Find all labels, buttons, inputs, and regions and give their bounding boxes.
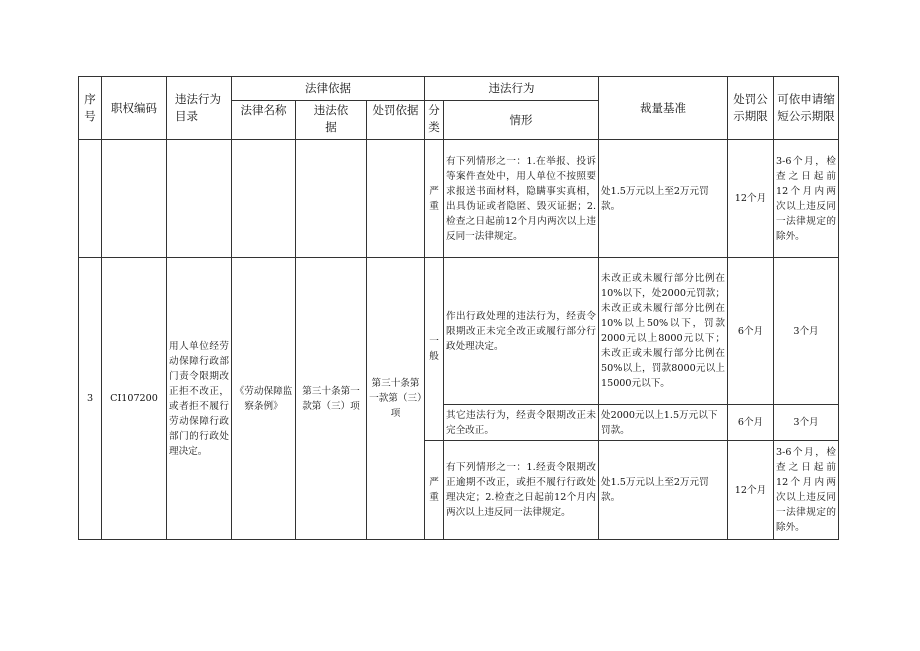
category-cell: 严重: [425, 140, 444, 258]
cell-empty: [367, 140, 425, 258]
header-seq: 序号: [79, 77, 102, 140]
circumstance-cell: 其它违法行为，经责令限期改正未完全改正。: [444, 405, 599, 441]
circumstance-cell: 有下列情形之一：1.经责令限期改正逾期不改正，或拒不履行行政处理决定；2.检查之日起前12个月内两次以上违反同一法律规定。: [444, 441, 599, 540]
header-publicity-period: 处罚公示期限: [728, 77, 774, 140]
violation-basis-cell: 第三十条第一款第（三）项: [296, 258, 367, 540]
circumstance-cell: 有下列情形之一：1.在举报、投诉等案件查处中，用人单位不按照要求报送书面材料，隐瞒事实真相，出具伪证或者隐匿、毁灭证据；2.检查之日起前12个月内两次以上违反同一法律规定。: [444, 140, 599, 258]
header-standard: 裁量基准: [599, 77, 728, 140]
header-penalty-basis: 处罚依据: [367, 101, 425, 140]
shortened-period-cell: 3个月: [774, 405, 839, 441]
penalty-table: [78, 76, 839, 540]
header-catalog: 违法行为目录: [167, 77, 232, 140]
cell-empty: [296, 140, 367, 258]
cell-empty: [232, 140, 296, 258]
header-violation-basis: 违法依据: [296, 101, 367, 140]
cell-empty: [167, 140, 232, 258]
header-category: 分类: [425, 101, 444, 140]
publicity-period-cell: 6个月: [728, 258, 774, 405]
header-circumstance: 情形: [444, 101, 599, 140]
cell-empty: [102, 140, 167, 258]
header-law-name: 法律名称: [232, 101, 296, 140]
shortened-period-cell: 3-6个月，检查之日起前12个月内两次以上违反同一法律规定的除外。: [774, 140, 839, 258]
header-legal-basis: 法律依据: [232, 77, 425, 101]
code-cell: CI107200: [102, 258, 167, 540]
category-cell: 一般: [425, 258, 444, 441]
standard-cell: 处1.5万元以上至2万元罚款。: [599, 441, 728, 540]
category-cell: 严重: [425, 441, 444, 540]
penalty-basis-cell: 第三十条第一款第（三）项: [367, 258, 425, 540]
table-row-prev-serious: [79, 140, 839, 258]
publicity-period-cell: 12个月: [728, 441, 774, 540]
header-code: 职权编码: [102, 77, 167, 140]
catalog-cell: 用人单位经劳动保障行政部门责令限期改正拒不改正，或者拒不履行劳动保障行政部门的行政处理决定。: [167, 258, 232, 540]
standard-cell: 未改正或未履行部分比例在10%以下，处2000元罚款；未改正或未履行部分比例在10%以上50%以下，罚款2000元以上8000元以下；未改正或未履行部分比例在50%以上，罚款8000元以上15000元以下。: [599, 258, 728, 405]
table-row-3-general: [79, 258, 839, 405]
publicity-period-cell: 6个月: [728, 405, 774, 441]
circumstance-cell: 作出行政处理的违法行为，经责令限期改正未完全改正或履行部分行政处理决定。: [444, 258, 599, 405]
seq-cell: 3: [79, 258, 102, 540]
header-shortened-period: 可依申请缩短公示期限: [774, 77, 839, 140]
shortened-period-cell: 3个月: [774, 258, 839, 405]
standard-cell: 处1.5万元以上至2万元罚款。: [599, 140, 728, 258]
header-illegal-act: 违法行为: [425, 77, 599, 101]
publicity-period-cell: 12个月: [728, 140, 774, 258]
shortened-period-cell: 3-6个月，检查之日起前12个月内两次以上违反同一法律规定的除外。: [774, 441, 839, 540]
header-row-1: [79, 77, 839, 101]
law-name-cell: 《劳动保障监察条例》: [232, 258, 296, 540]
standard-cell: 处2000元以上1.5万元以下罚款。: [599, 405, 728, 441]
cell-empty: [79, 140, 102, 258]
